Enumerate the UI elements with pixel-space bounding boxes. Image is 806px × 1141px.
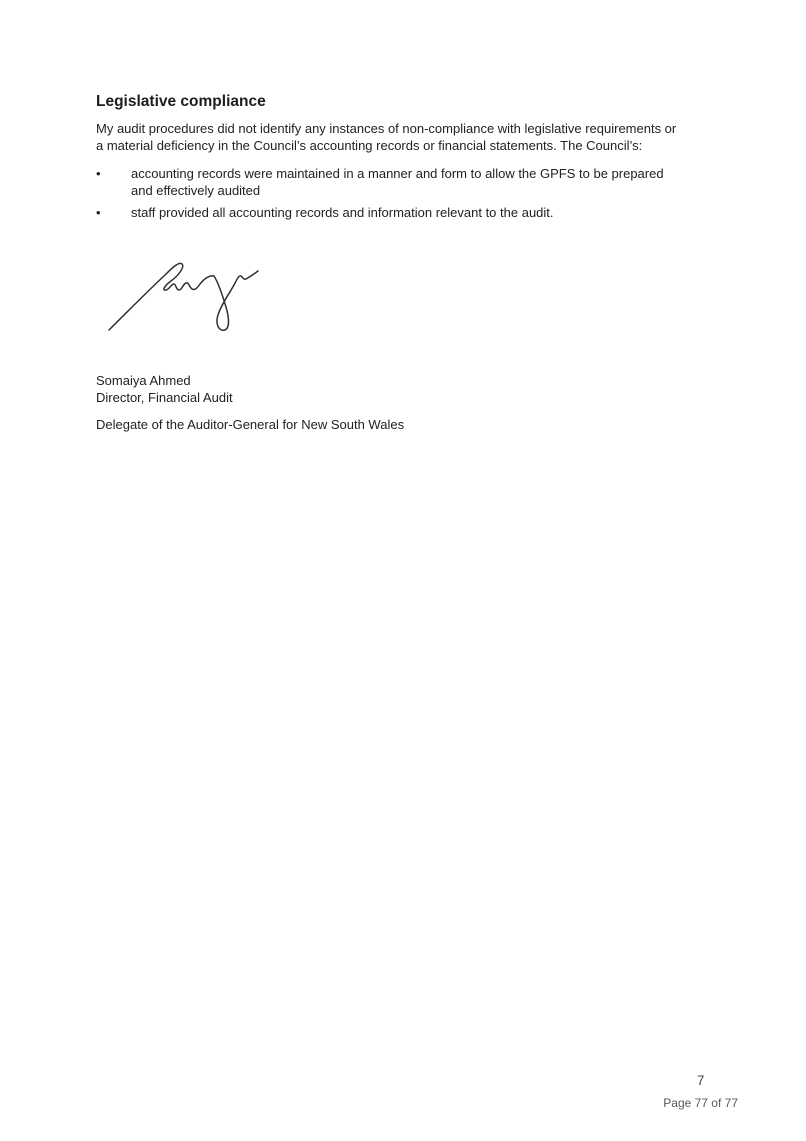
- bullet-list: [96, 166, 714, 222]
- delegation-line: Delegate of the Auditor-General for New South Wales: [96, 416, 405, 432]
- signatory-name: Somaiya Ahmed: [96, 372, 191, 388]
- intro-paragraph: [96, 121, 714, 154]
- section-heading: Legislative compliance: [96, 93, 266, 110]
- list-item: [96, 166, 714, 199]
- signatory-block: [96, 372, 714, 406]
- bullet-marker: •: [96, 166, 101, 181]
- paragraph-line: a material deficiency in the Council’s accounting records or financial statements. The Council’s:: [96, 137, 643, 153]
- bullet-text: [131, 166, 714, 199]
- bullet-line: and effectively audited: [131, 182, 261, 198]
- signature: [106, 258, 714, 336]
- letter-body: [96, 93, 714, 433]
- signatory-title: Director, Financial Audit: [96, 389, 233, 405]
- page-number: 7: [696, 1073, 705, 1088]
- list-item: [96, 205, 714, 222]
- page-count-label: Page 77 of 77: [663, 1096, 738, 1110]
- bullet-line: staff provided all accounting records and information relevant to the audit.: [131, 205, 554, 220]
- bullet-text: [131, 205, 714, 222]
- paragraph-line: My audit procedures did not identify any instances of non-compliance with legislative requirements or: [96, 121, 677, 136]
- page-footer: [663, 1074, 738, 1110]
- bullet-line: accounting records were maintained in a manner and form to allow the GPFS to be prepared: [131, 166, 664, 181]
- handwritten-signature-icon: [106, 258, 266, 336]
- bullet-marker: •: [96, 205, 101, 220]
